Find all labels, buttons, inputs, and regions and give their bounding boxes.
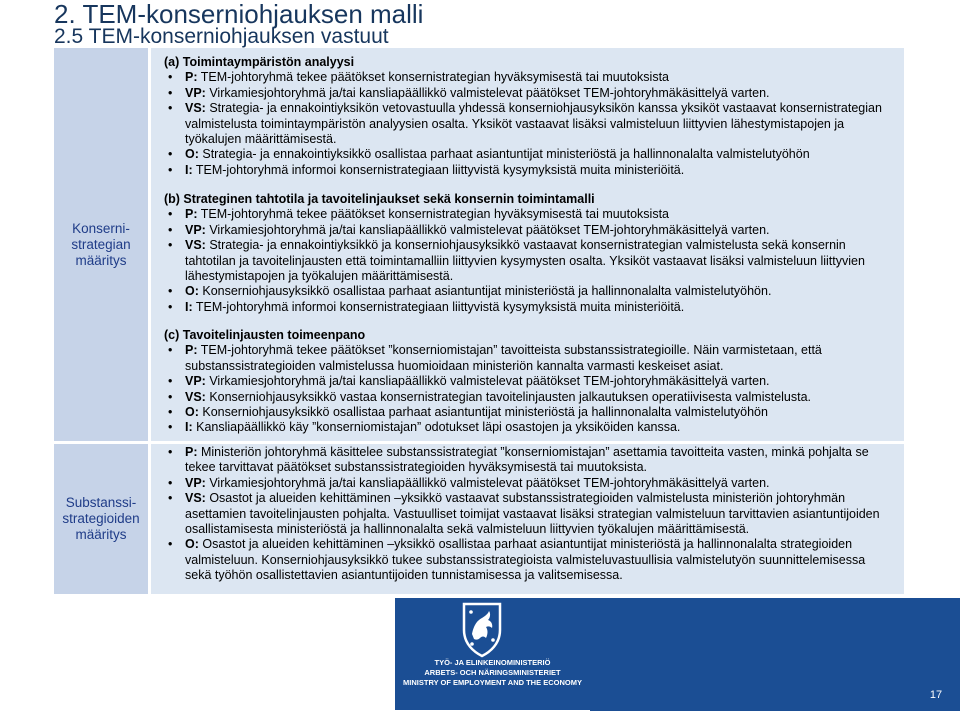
role-text: TEM-johtoryhmä tekee päätökset konsernistrategian hyväksymisestä tai muutoksista: [197, 207, 670, 222]
section-heading: (c) Tavoitelinjausten toimeenpano: [164, 328, 366, 342]
role-key: P:: [185, 343, 198, 358]
list-item: [164, 284, 894, 299]
role-text: TEM-johtoryhmä tekee päätökset konsernistrategian hyväksymisestä tai muutoksista: [197, 70, 670, 85]
page-title: 2. TEM-konserniohjauksen malli: [54, 0, 424, 29]
ministry-name-fi: TYÖ- JA ELINKEINOMINISTERIÖ: [434, 658, 551, 667]
ministry-logo: [395, 598, 590, 710]
role-key: O:: [185, 537, 199, 552]
left-label-line: strategioiden: [62, 511, 140, 526]
section-substanssi: [164, 445, 894, 584]
left-label-konserni: [54, 48, 148, 441]
role-text: Virkamiesjohtoryhmä ja/tai kansliapäällikkö valmistelevat päätökset TEM-johtoryhmäkäsittelyä varten.: [205, 475, 770, 490]
list-item: [164, 491, 894, 537]
role-text: Strategia- ja ennakointiyksikkö ja konserniohjausyksikkö vastaavat konsernistrategian valmistelusta sekä konsernin tahtotilan ja tavoitelinjausten että toimintamalliin liittyvien kysymysten osalta. Yksiköt vastaavat lisäksi valmisteluun liittyvien lähestymistapojen ja työkalujen määrittämisestä.: [185, 238, 865, 284]
left-label-line: Substanssi-: [65, 495, 137, 510]
role-text: Ministeriön johtoryhmä käsittelee substanssistrategiat ”konserniomistajan” asettamia tavoitteita vasten, minkä pohjalta se tekee tarvittavat päätökset substanssistrategioiden hyväksymisestä tai muutoksista.: [185, 445, 869, 475]
ministry-name-sv: ARBETS- OCH NÄRINGSMINISTERIET: [424, 668, 561, 677]
lion-crest-icon: [458, 600, 506, 658]
left-label-line: Konserni-: [72, 220, 130, 236]
role-text: Virkamiesjohtoryhmä ja/tai kansliapäällikkö valmistelevat päätökset TEM-johtoryhmäkäsittelyä varten.: [205, 85, 770, 100]
left-label-line: määritys: [75, 527, 127, 542]
section-heading: (b) Strateginen tahtotila ja tavoitelinjaukset sekä konsernin toimintamalli: [164, 192, 595, 206]
footer-band: [590, 598, 960, 711]
list-item: [164, 147, 894, 162]
list-item: [164, 300, 894, 315]
bullet-list: [164, 343, 894, 435]
role-text: Osastot ja alueiden kehittäminen –yksikkö osallistaa parhaat asiantuntijat ministeriöstä ja hallinnonalalta strategioiden valmisteluun. Konserniohjausyksikkö tukee substanssistrategioista valmisteluvastuullisia valmistelutyön suunnittelemisessa sekä työhön osallistettavien asiantuntijoiden tunnistamisessa ja valitsemisessa.: [185, 537, 866, 583]
list-item: [164, 537, 894, 583]
list-item: [164, 374, 894, 389]
role-key: I:: [185, 162, 193, 177]
role-text: Osastot ja alueiden kehittäminen –yksikkö vastaavat substanssistrategioiden valmistelusta ministeriön johtoryhmän asettamien tavoitelinjausten pohjalta. Vastuulliset toimijat vastaavat lisäksi strategian valmisteluun tarvittavien asiantuntijoiden osallistamisesta ministeriöstä ja hallinnonalalta sekä valmisteluun liittyvien työkalujen määrittämisestä.: [185, 491, 880, 537]
section-heading: (a) Toimintaympäristön analyysi: [164, 55, 355, 69]
role-key: VP:: [185, 374, 206, 389]
list-item: [164, 445, 894, 476]
bullet-list: [164, 207, 894, 315]
role-key: VS:: [185, 101, 206, 116]
role-key: VS:: [185, 238, 206, 253]
role-text: Virkamiesjohtoryhmä ja/tai kansliapäällikkö valmistelevat päätökset TEM-johtoryhmäkäsittelyä varten.: [205, 222, 770, 237]
role-text: Virkamiesjohtoryhmä ja/tai kansliapäällikkö valmistelevat päätökset TEM-johtoryhmäkäsittelyä varten.: [205, 374, 770, 389]
list-item: [164, 476, 894, 491]
left-label-line: strategian: [71, 236, 131, 252]
list-item: [164, 86, 894, 101]
role-key: O:: [185, 284, 199, 299]
bullet-list: [164, 445, 894, 584]
bullet-list: [164, 70, 894, 178]
role-text: TEM-johtoryhmä informoi konsernistrategiaan liittyvistä kysymyksistä muita ministeriöitä.: [192, 162, 685, 177]
role-text: Konserniohjausyksikkö vastaa konsernistrategian tavoitelinjausten jalkautuksen operatiivisesta valmistelusta.: [205, 389, 812, 404]
left-label-substanssi: [54, 444, 148, 594]
list-item: [164, 390, 894, 405]
role-key: P:: [185, 445, 198, 459]
role-key: I:: [185, 420, 193, 435]
role-key: VP:: [185, 222, 206, 237]
role-text: TEM-johtoryhmä informoi konsernistrategiaan liittyvistä kysymyksistä muita ministeriöitä.: [192, 299, 685, 314]
role-key: I:: [185, 299, 193, 314]
list-item: [164, 343, 894, 374]
role-key: O:: [185, 147, 199, 162]
list-item: [164, 238, 894, 284]
role-text: Strategia- ja ennakointiyksikkö osallistaa parhaat asiantuntijat ministeriöstä ja hallinnonalalta valmistelutyöhön: [198, 147, 810, 162]
list-item: [164, 101, 894, 147]
role-key: VS:: [185, 389, 206, 404]
role-text: Kansliapäällikkö käy ”konserniomistajan” odotukset läpi osastojen ja yksiköiden kanssa.: [192, 420, 681, 435]
role-key: P:: [185, 207, 198, 222]
list-item: [164, 223, 894, 238]
ministry-name-en: MINISTRY OF EMPLOYMENT AND THE ECONOMY: [403, 678, 582, 687]
role-text: Konserniohjausyksikkö osallistaa parhaat asiantuntijat ministeriöstä ja hallinnonalalta valmistelutyöhön.: [198, 284, 772, 299]
role-key: O:: [185, 405, 199, 420]
role-text: TEM-johtoryhmä tekee päätökset ”konserniomistajan” tavoitteista substanssistrategioille. Näin varmistetaan, että substanssistrategioiden valmistelussa huomioidaan ministeriön kannalta varmasti keskeiset asiat.: [185, 343, 822, 373]
list-item: [164, 163, 894, 178]
section-b: [164, 192, 894, 315]
list-item: [164, 207, 894, 222]
page-subtitle: 2.5 TEM-konserniohjauksen vastuut: [54, 25, 389, 48]
list-item: [164, 405, 894, 420]
role-text: Konserniohjausyksikkö osallistaa parhaat asiantuntijat ministeriöstä ja hallinnonalalta valmistelutyöhön: [198, 405, 768, 420]
role-text: Strategia- ja ennakointiyksikön vetovastuulla yhdessä konserniohjausyksikön kanssa yksiköt vastaavat konsernistrategian valmistelusta toimintaympäristön analyysien osalta. Yksiköt vastaavat lisäksi valmisteluun liittyvien lähestymistapojen ja työkalujen määrittämisestä.: [185, 101, 882, 147]
list-item: [164, 70, 894, 85]
role-key: VP:: [185, 85, 206, 100]
left-label-line: määritys: [75, 252, 127, 268]
section-c: [164, 328, 894, 436]
section-a: [164, 55, 894, 178]
role-key: VS:: [185, 491, 206, 506]
role-key: VP:: [185, 475, 206, 490]
list-item: [164, 420, 894, 435]
role-key: P:: [185, 70, 198, 85]
page-number: 17: [929, 689, 943, 701]
